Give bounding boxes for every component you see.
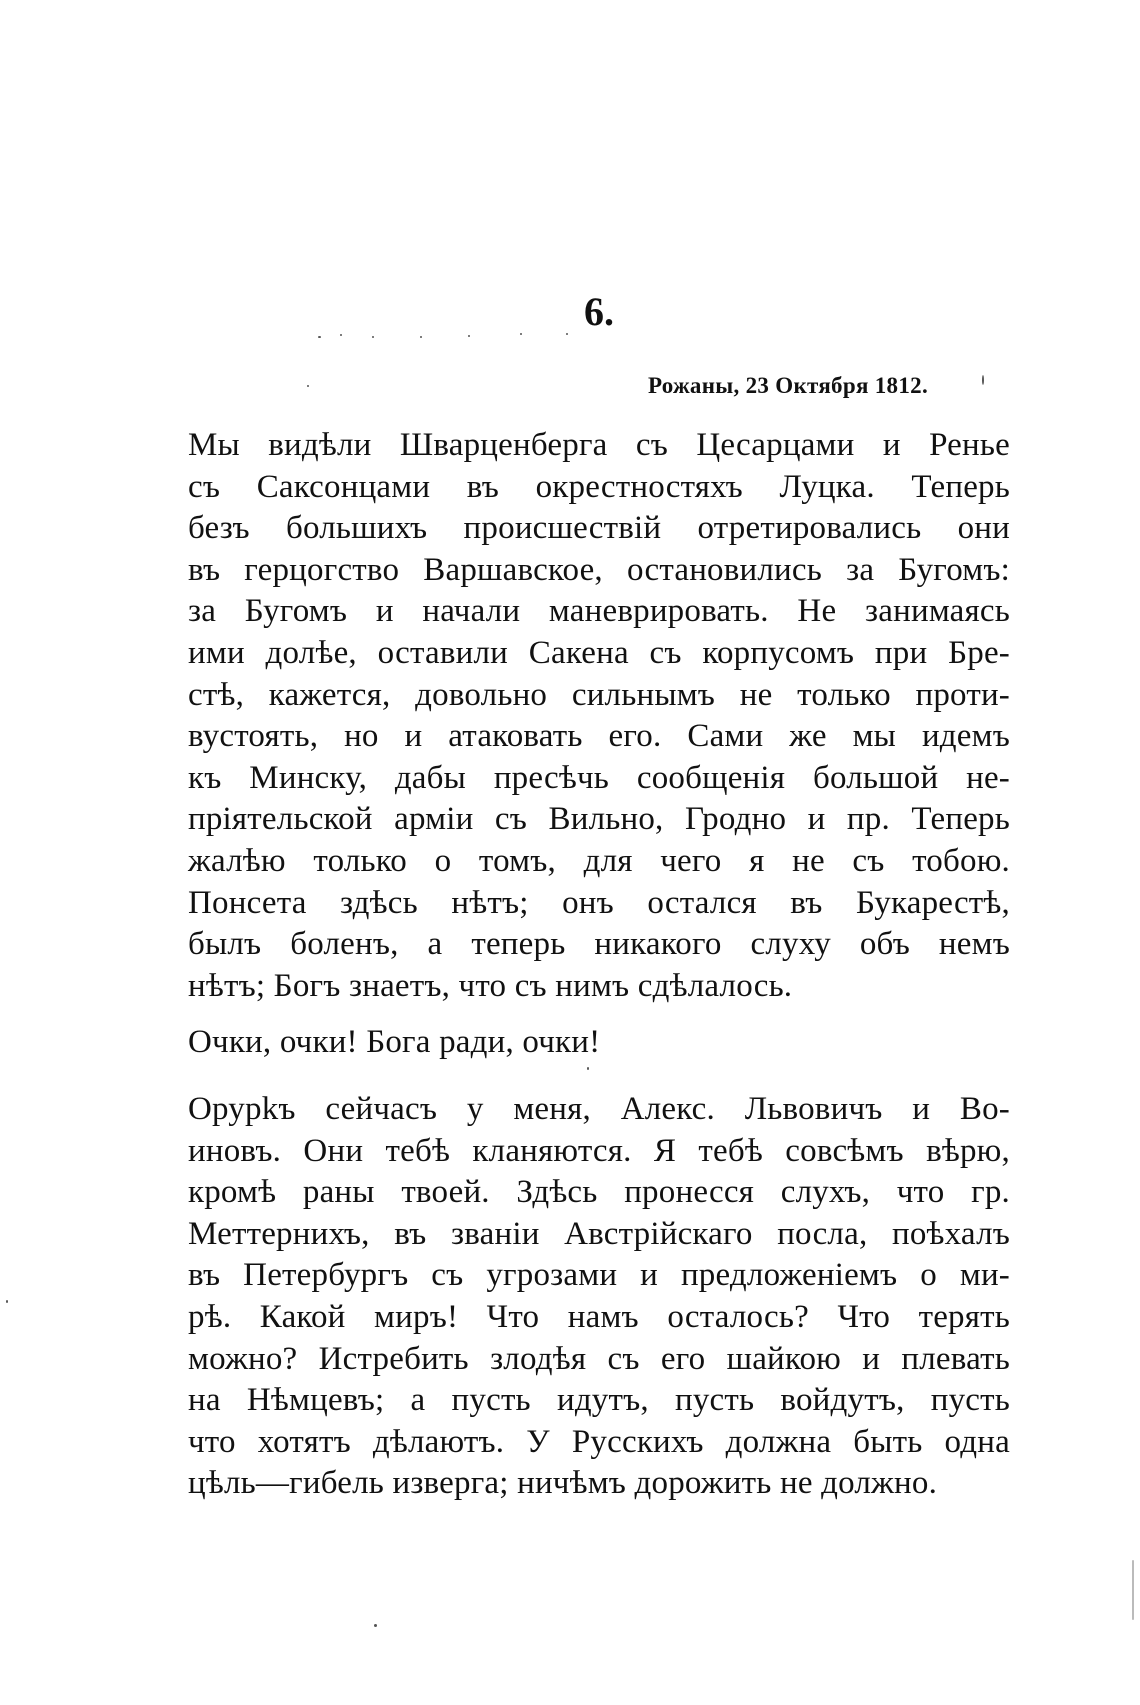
paragraph-3 xyxy=(188,1089,1010,1505)
text-line: Мы видѣли Шварценберга съ Цесарцами и Ренье xyxy=(188,427,1010,463)
scan-speck xyxy=(420,336,422,338)
scan-speck xyxy=(374,1624,377,1627)
text-line: Понсета здѣсь нѣтъ; онъ остался въ Букарестѣ, xyxy=(188,884,1010,921)
dateline: Рожаны, 23 Октября 1812. xyxy=(647,373,928,398)
text-line: иновъ. Они тебѣ кланяются. Я тебѣ совсѣмъ вѣрю, xyxy=(188,1132,1010,1169)
scan-speck xyxy=(1132,1560,1134,1620)
scan-speck xyxy=(372,336,374,338)
text-line: за Бугомъ и начали маневрировать. Не занимаясь xyxy=(188,593,1010,630)
scan-speck xyxy=(982,375,984,385)
text-line: Меттернихъ, въ званіи Австрійскаго посла, поѣхалъ xyxy=(188,1215,1010,1252)
paragraph-1 xyxy=(188,425,1010,1007)
scan-speck xyxy=(307,385,309,387)
text-line: безъ большихъ происшествій отретировались они xyxy=(188,510,1010,547)
text-line: въ герцогство Варшавское, остановились за Бугомъ: xyxy=(188,551,1010,588)
text-line: Очки, очки! Бога ради, очки! xyxy=(188,1024,601,1060)
scan-speck xyxy=(587,1067,589,1070)
text-line: рѣ. Какой миръ! Что намъ осталось? Что терять xyxy=(188,1298,1010,1335)
text-line: цѣль—гибель изверга; ничѣмъ дорожить не должно. xyxy=(188,1465,938,1502)
text-line: нѣтъ; Богъ знаетъ, что съ нимъ сдѣлалось. xyxy=(188,967,793,1004)
text-line: Орурkъ сейчасъ у меня, Алекс. Львовичъ и Во- xyxy=(188,1091,1010,1127)
text-line: на Нѣмцевъ; а пусть идутъ, пусть войдутъ, пусть xyxy=(188,1382,1010,1419)
text-line: жалѣю только о томъ, для чего я не съ тобою. xyxy=(188,842,1010,879)
text-line: кромѣ раны твоей. Здѣсь пронесся слухъ, что гр. xyxy=(188,1174,1010,1211)
paragraph-2 xyxy=(188,1022,1010,1064)
scan-speck xyxy=(340,334,342,336)
scan-speck xyxy=(6,1300,8,1303)
text-line: къ Минску, дабы пресѣчь сообщенія большой не- xyxy=(188,759,1010,796)
letter-number: 6. xyxy=(584,289,614,334)
text-line: съ Саксонцами въ окрестностяхъ Луцка. Теперь xyxy=(188,468,1010,505)
scan-speck xyxy=(468,335,470,337)
text-line: пріятельской арміи съ Вильно, Гродно и пр. Теперь xyxy=(188,801,1010,838)
text-line: былъ боленъ, а теперь никакого слуху объ немъ xyxy=(188,926,1010,963)
text-line: вустоять, но и атаковать его. Сами же мы идемъ xyxy=(188,718,1010,755)
text-line: ими долѣе, оставили Сакена съ корпусомъ при Бре- xyxy=(188,634,1010,671)
text-line: можно? Истребить злодѣя съ его шайкою и плевать xyxy=(188,1340,1010,1377)
scan-speck xyxy=(520,333,522,335)
scan-speck xyxy=(566,333,568,335)
text-line: что хотятъ дѣлаютъ. У Русскихъ должна быть одна xyxy=(188,1423,1010,1460)
scan-speck xyxy=(318,336,321,338)
text-line: стѣ, кажется, довольно сильнымъ не только проти- xyxy=(188,676,1010,713)
text-line: въ Петербургъ съ угрозами и предложеніемъ о ми- xyxy=(188,1257,1010,1294)
